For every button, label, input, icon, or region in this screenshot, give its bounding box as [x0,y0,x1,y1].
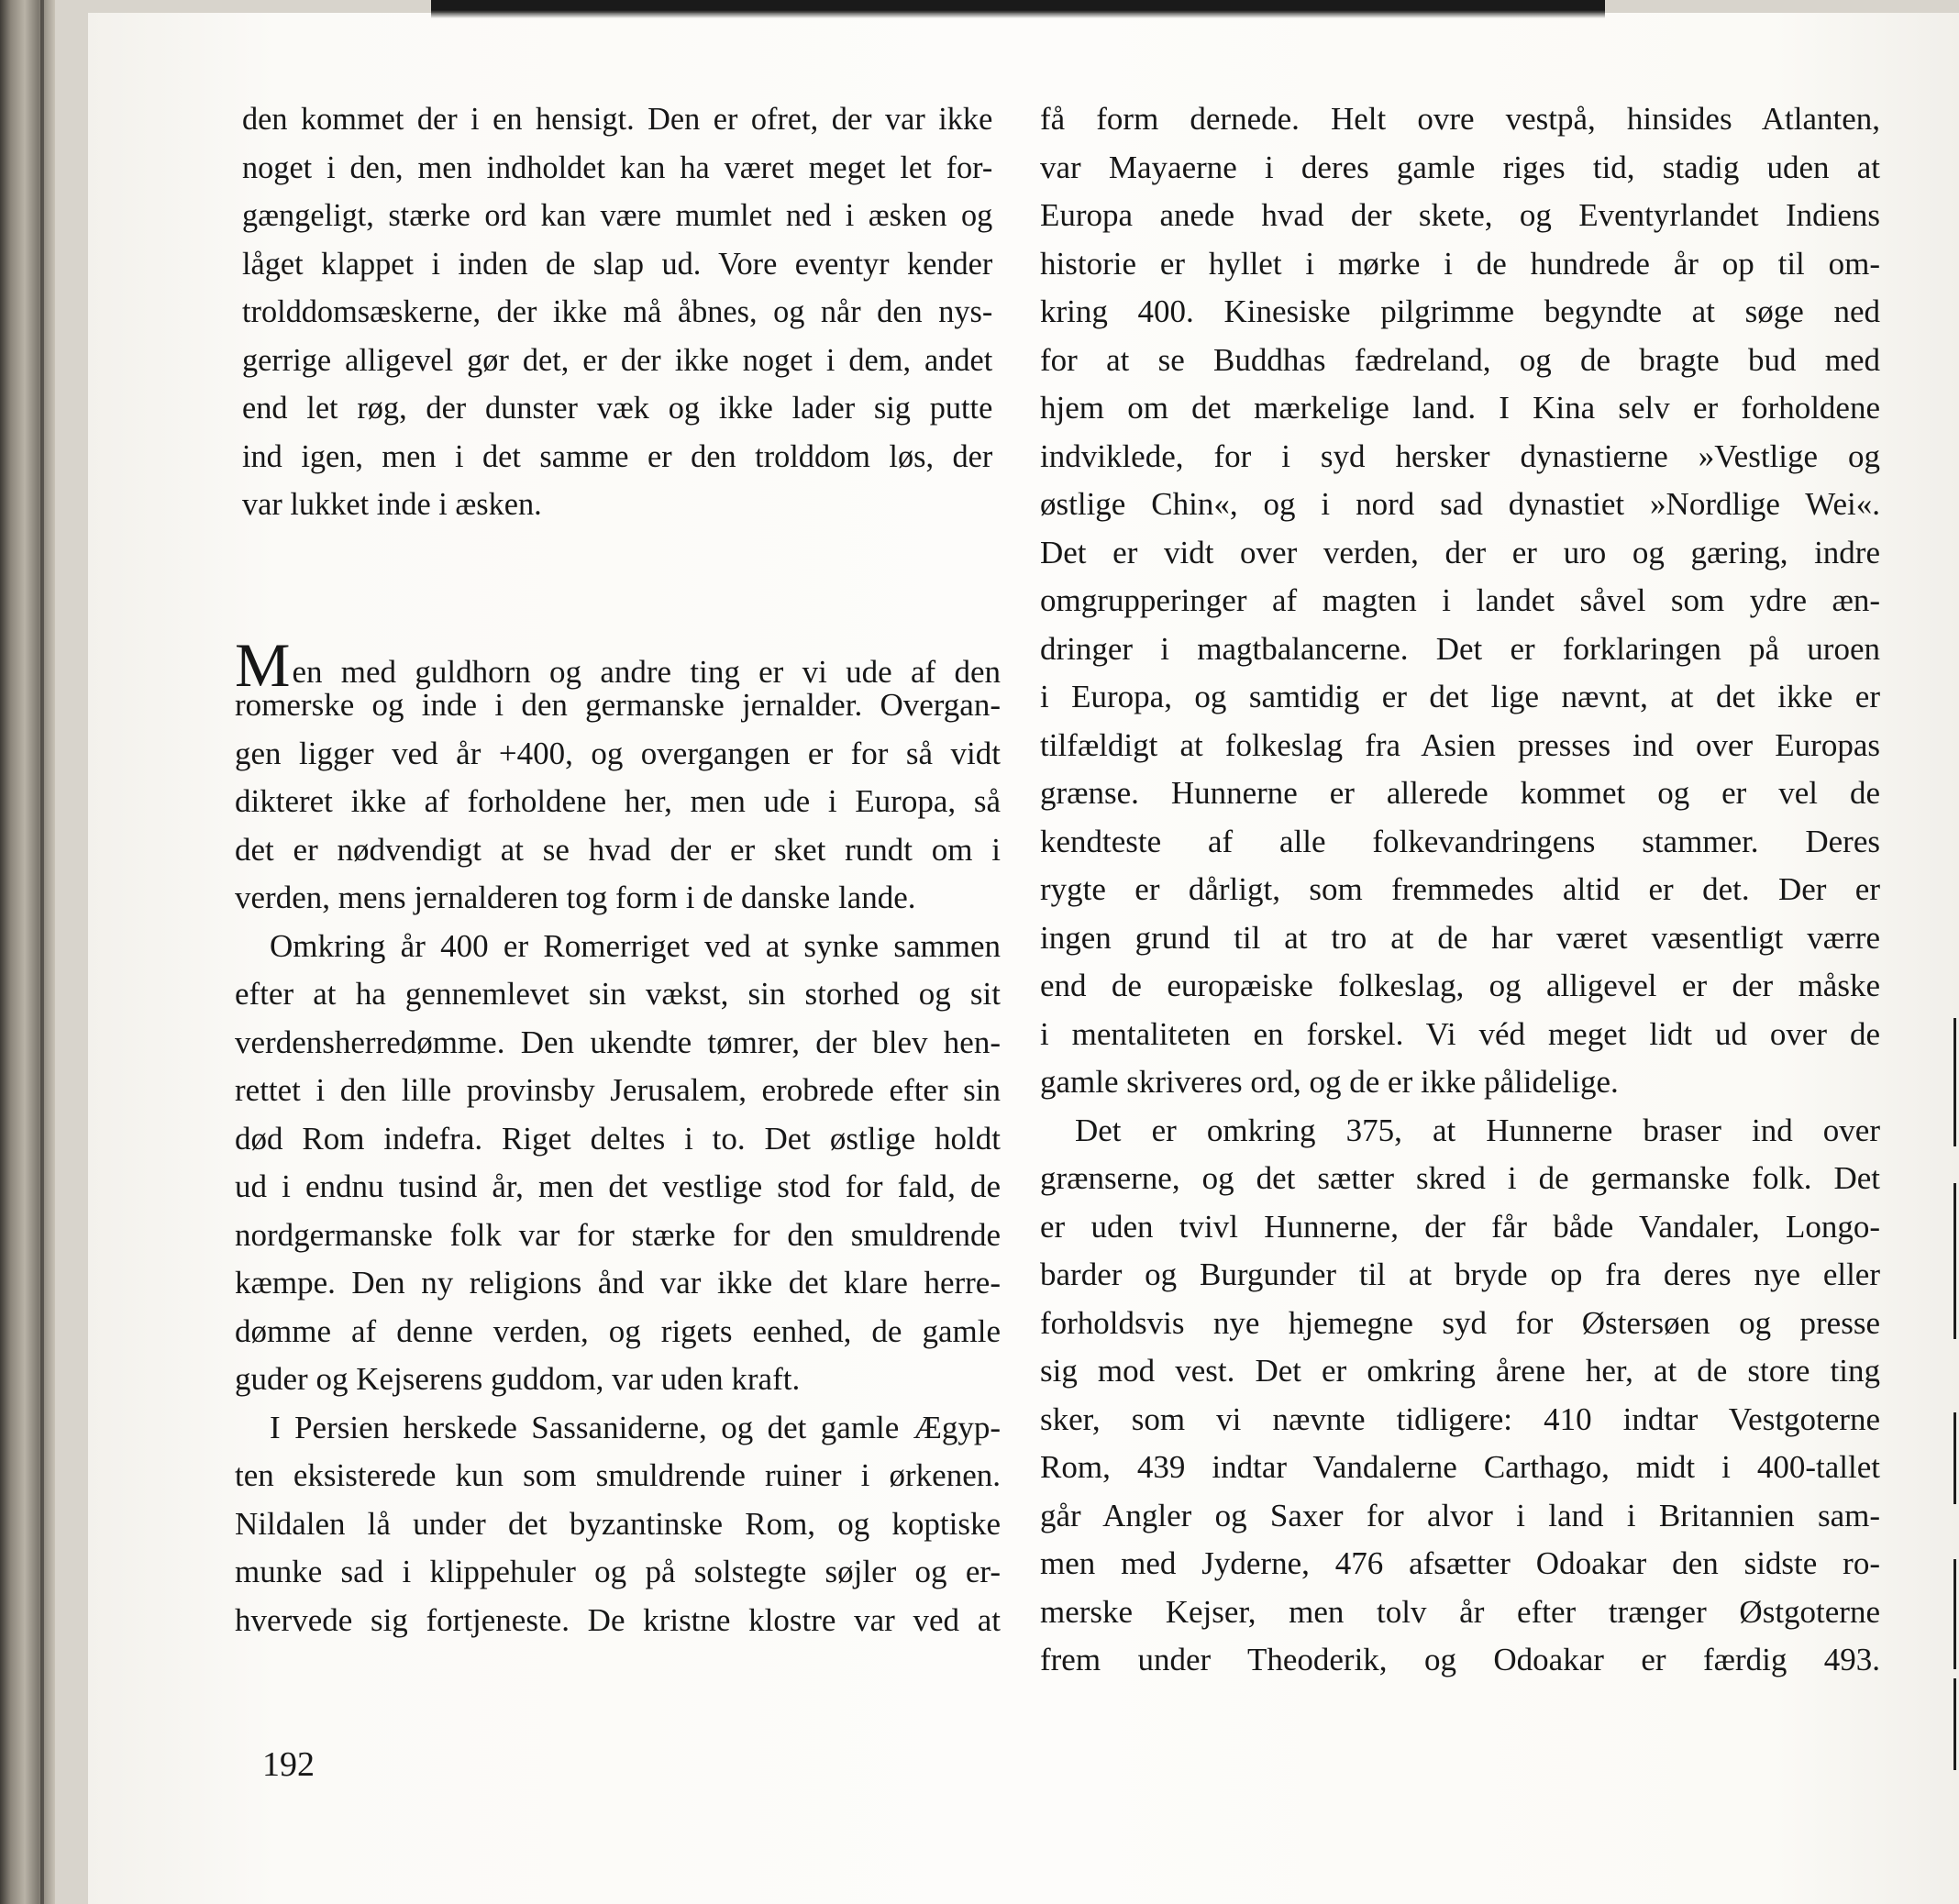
text-line: kring 400. Kinesiske pilgrimme begyndte at søge ned [1040,293,1880,329]
text-line: i Europa, og samtidig er det lige nævnt, at det ikke er [1040,679,1880,714]
text-line: barder og Burgunder til at bryde op fra deres nye eller [1040,1256,1880,1292]
text-line: rettet i den lille provinsby Jerusalem, erobrede efter sin [235,1072,1001,1108]
text-line: den kommet der i en hensigt. Den er ofret, der var ikke [242,101,993,137]
left-text-column [231,95,1001,1644]
text-line: merske Kejser, men tolv år efter trænger Østgoterne [1040,1593,1880,1630]
text-line: gamle skriveres ord, og de er ikke pålidelige. [1040,1064,1619,1100]
text-line: end de europæiske folkeslag, og alligevel er der måske [1040,968,1880,1003]
text-line: kæmpe. Den ny religions ånd var ikke det klare herre- [235,1265,1001,1301]
text-line: ind igen, men i det samme er den trolddom løs, der [242,437,993,474]
text-line: dringer i magtbalancerne. Det er forklaringen på uroen [1040,630,1880,667]
text-line: grænserne, og det sætter skred i de germanske folk. Det [1040,1160,1880,1196]
text-line: Nildalen lå under det byzantinske Rom, og koptiske [235,1505,1001,1542]
text-line: kendteste af alle folkevandringens stammer. Deres [1040,823,1880,859]
text-line: låget klappet i inden de slap ud. Vore eventyr kender [242,245,993,282]
text-line: Det er vidt over verden, der er uro og gæring, indre [1040,534,1880,570]
text-line: sig mod vest. Det er omkring årene her, at de store ting [1040,1353,1880,1389]
text-line: efter at ha gennemlevet sin vækst, sin storhed og sit [235,976,1001,1012]
text-line: Rom, 439 indtar Vandalerne Carthago, midt i 400-tallet [1040,1449,1880,1485]
text-line: gen ligger ved år +400, og overgangen er for så vidt [235,735,1001,771]
text-line: østlige Chin«, og i nord sad dynastiet »Nordlige Wei«. [1040,486,1880,522]
text-line: Omkring år 400 er Romerriget ved at synke sammen [270,927,1001,964]
text-line: for at se Buddhas fædreland, og de bragte bud med [1040,341,1880,378]
opening-line [235,629,1001,700]
text-line: tilfældigt at folkeslag fra Asien presses ind over Europas [1040,726,1880,763]
text-line: noget i den, men indholdet kan ha været meget let for- [242,149,993,185]
opening-line-text: en med guldhorn og andre ting er vi ude af den [292,653,1001,690]
text-line: er uden tvivl Hunnerne, der får både Vandaler, Longo- [1040,1208,1880,1245]
text-line: død Rom indefra. Riget deltes i to. Det østlige holdt [235,1120,1001,1157]
text-line: end let røg, der dunster væk og ikke lader sig putte [242,390,993,426]
text-line: verden, mens jernalderen tog form i de danske lande. [235,880,916,915]
right-edge-marks [1950,0,1959,1904]
text-line: forholdsvis nye hjemegne syd for Østersøen og presse [1040,1304,1880,1341]
text-line: indviklede, for i syd hersker dynastierne »Vestlige og [1040,437,1880,474]
right-text-column [1040,95,1880,1685]
text-line: gerrige alligevel gør det, er der ikke noget i dem, andet [242,341,993,378]
text-line: sker, som vi nævnte tidligere: 410 indtar Vestgoterne [1040,1400,1880,1437]
text-line: omgrupperinger af magten i landet såvel som ydre æn- [1040,582,1880,618]
text-line: ud i endnu tusind år, men det vestlige stod for fald, de [235,1168,1001,1204]
text-line: var Mayaerne i deres gamle riges tid, stadig uden at [1040,149,1880,185]
text-line: rygte er dårligt, som fremmedes altid er det. Der er [1040,871,1880,907]
text-line: grænse. Hunnerne er allerede kommet og er vel de [1040,775,1880,811]
top-shadow [431,0,1605,18]
text-line: dikteret ikke af forholdene her, men ude i Europa, så [235,783,1001,819]
text-line: dømme af denne verden, og rigets eenhed, de gamle [235,1312,1001,1349]
binding-line [40,0,44,1904]
text-line: nordgermanske folk var for stærke for den smuldrende [235,1216,1001,1253]
text-line: i mentaliteten en forskel. Vi véd meget lidt ud over de [1040,1015,1880,1052]
text-line: var lukket inde i æsken. [242,486,542,522]
text-line: men med Jyderne, 476 afsætter Odoakar den sidste ro- [1040,1545,1880,1581]
drop-cap: M [235,629,291,700]
text-line: hjem om det mærkelige land. I Kina selv er forholdene [1040,390,1880,426]
text-line: guder og Kejserens guddom, var uden kraft. [235,1361,801,1397]
text-line: Europa anede hvad der skete, og Eventyrlandet Indiens [1040,197,1880,233]
text-line: ingen grund til at tro at de har været væsentligt værre [1040,919,1880,956]
left-block-main [235,629,1001,1645]
text-line: trolddomsæskerne, der ikke må åbnes, og når den nys- [242,293,993,329]
text-line: gængeligt, stærke ord kan være mumlet ned i æsken og [242,197,993,233]
page-number: 192 [262,1745,315,1784]
book-spine-edge [0,0,55,1904]
text-line: romerske og inde i den germanske jernalder. Overgan- [235,687,1001,723]
text-line: ten eksisterede kun som smuldrende ruiner i ørkenen. [235,1457,1001,1493]
section-gap [231,529,997,634]
text-line: historie er hyllet i mørke i de hundrede år op til om- [1040,245,1880,282]
text-line: munke sad i klippehuler og på solstegte søjler og er- [235,1554,1001,1589]
text-line: Det er omkring 375, at Hunnerne braser ind over [1075,1112,1880,1148]
text-line: det er nødvendigt at se hvad der er sket rundt om i [235,831,1001,868]
text-line: frem under Theoderik, og Odoakar er færdig 493. [1040,1642,1880,1677]
text-line: I Persien herskede Sassaniderne, og det gamle Ægyp- [270,1409,1001,1445]
text-line: går Angler og Saxer for alvor i land i Britannien sam- [1040,1497,1880,1533]
text-line: få form dernede. Helt ovre vestpå, hinsides Atlanten, [1040,101,1880,137]
left-block-intro [242,95,992,529]
text-line: hvervede sig fortjeneste. De kristne klostre var ved at [235,1601,1001,1638]
text-line: verdensherredømme. Den ukendte tømrer, der blev hen- [235,1024,1001,1060]
